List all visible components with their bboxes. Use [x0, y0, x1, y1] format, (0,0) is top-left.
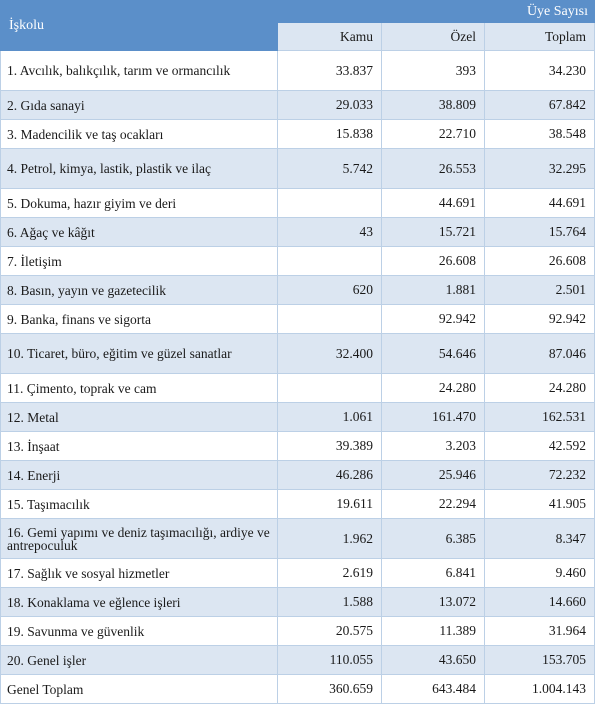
row-toplam: 26.608 — [485, 247, 595, 276]
total-kamu: 360.659 — [278, 675, 382, 704]
row-kamu: 19.611 — [278, 490, 382, 519]
table-row — [1, 247, 595, 276]
row-kamu: 1.061 — [278, 403, 382, 432]
row-name: 19. Savunma ve güvenlik — [1, 617, 278, 646]
row-toplam: 42.592 — [485, 432, 595, 461]
row-kamu — [278, 189, 382, 218]
total-row — [1, 675, 595, 704]
table-row — [1, 276, 595, 305]
header-row-top — [1, 1, 595, 23]
row-name: 16. Gemi yapımı ve deniz taşımacılığı, ardiye ve antrepoculuk — [1, 519, 278, 559]
table-row — [1, 334, 595, 374]
row-toplam: 38.548 — [485, 120, 595, 149]
row-name: 15. Taşımacılık — [1, 490, 278, 519]
row-name: 18. Konaklama ve eğlence işleri — [1, 588, 278, 617]
table-row — [1, 461, 595, 490]
row-ozel: 393 — [382, 51, 485, 91]
row-ozel: 13.072 — [382, 588, 485, 617]
row-name: 20. Genel işler — [1, 646, 278, 675]
row-name: 5. Dokuma, hazır giyim ve deri — [1, 189, 278, 218]
table-row — [1, 646, 595, 675]
row-name: 12. Metal — [1, 403, 278, 432]
row-toplam: 72.232 — [485, 461, 595, 490]
table-row — [1, 559, 595, 588]
row-name: 14. Enerji — [1, 461, 278, 490]
row-toplam: 31.964 — [485, 617, 595, 646]
row-name: 4. Petrol, kimya, lastik, plastik ve ilaç — [1, 149, 278, 189]
row-toplam: 9.460 — [485, 559, 595, 588]
row-kamu: 39.389 — [278, 432, 382, 461]
row-kamu: 1.588 — [278, 588, 382, 617]
row-ozel: 11.389 — [382, 617, 485, 646]
row-ozel: 24.280 — [382, 374, 485, 403]
table-row — [1, 218, 595, 247]
table-row — [1, 617, 595, 646]
table-row — [1, 120, 595, 149]
row-kamu — [278, 247, 382, 276]
row-kamu: 1.962 — [278, 519, 382, 559]
row-name: 6. Ağaç ve kâğıt — [1, 218, 278, 247]
row-toplam: 67.842 — [485, 91, 595, 120]
row-ozel: 15.721 — [382, 218, 485, 247]
row-ozel: 38.809 — [382, 91, 485, 120]
row-toplam: 92.942 — [485, 305, 595, 334]
row-toplam: 15.764 — [485, 218, 595, 247]
row-toplam: 32.295 — [485, 149, 595, 189]
row-name: 9. Banka, finans ve sigorta — [1, 305, 278, 334]
row-kamu: 620 — [278, 276, 382, 305]
table-row — [1, 189, 595, 218]
row-toplam: 8.347 — [485, 519, 595, 559]
header-iskolu: İşkolu — [1, 1, 278, 51]
row-toplam: 44.691 — [485, 189, 595, 218]
row-kamu: 43 — [278, 218, 382, 247]
row-name: 10. Ticaret, büro, eğitim ve güzel sanatlar — [1, 334, 278, 374]
row-ozel: 44.691 — [382, 189, 485, 218]
row-kamu: 2.619 — [278, 559, 382, 588]
row-ozel: 26.608 — [382, 247, 485, 276]
total-ozel: 643.484 — [382, 675, 485, 704]
row-toplam: 41.905 — [485, 490, 595, 519]
row-name: 11. Çimento, toprak ve cam — [1, 374, 278, 403]
row-kamu: 5.742 — [278, 149, 382, 189]
row-toplam: 24.280 — [485, 374, 595, 403]
row-name: 17. Sağlık ve sosyal hizmetler — [1, 559, 278, 588]
row-kamu: 33.837 — [278, 51, 382, 91]
row-toplam: 34.230 — [485, 51, 595, 91]
row-toplam: 14.660 — [485, 588, 595, 617]
table-row — [1, 149, 595, 189]
row-name: 1. Avcılık, balıkçılık, tarım ve ormancılık — [1, 51, 278, 91]
row-ozel: 6.385 — [382, 519, 485, 559]
row-toplam: 162.531 — [485, 403, 595, 432]
header-uye-sayisi: Üye Sayısı — [278, 1, 595, 23]
row-kamu: 20.575 — [278, 617, 382, 646]
row-ozel: 22.710 — [382, 120, 485, 149]
total-name: Genel Toplam — [1, 675, 278, 704]
row-ozel: 26.553 — [382, 149, 485, 189]
table-row — [1, 305, 595, 334]
row-name: 7. İletişim — [1, 247, 278, 276]
table-row — [1, 374, 595, 403]
row-name: 2. Gıda sanayi — [1, 91, 278, 120]
row-ozel: 22.294 — [382, 490, 485, 519]
table-row — [1, 519, 595, 559]
row-kamu: 46.286 — [278, 461, 382, 490]
table-row — [1, 91, 595, 120]
row-ozel: 54.646 — [382, 334, 485, 374]
header-toplam: Toplam — [485, 23, 595, 51]
row-ozel: 3.203 — [382, 432, 485, 461]
row-kamu: 29.033 — [278, 91, 382, 120]
row-toplam: 153.705 — [485, 646, 595, 675]
table-row — [1, 588, 595, 617]
row-ozel: 43.650 — [382, 646, 485, 675]
row-toplam: 87.046 — [485, 334, 595, 374]
row-name: 8. Basın, yayın ve gazetecilik — [1, 276, 278, 305]
table-row — [1, 490, 595, 519]
row-ozel: 25.946 — [382, 461, 485, 490]
row-ozel: 1.881 — [382, 276, 485, 305]
header-ozel: Özel — [382, 23, 485, 51]
table-row — [1, 403, 595, 432]
row-kamu: 110.055 — [278, 646, 382, 675]
row-toplam: 2.501 — [485, 276, 595, 305]
row-ozel: 92.942 — [382, 305, 485, 334]
row-ozel: 161.470 — [382, 403, 485, 432]
table-row — [1, 432, 595, 461]
row-kamu — [278, 305, 382, 334]
total-toplam: 1.004.143 — [485, 675, 595, 704]
row-name: 3. Madencilik ve taş ocakları — [1, 120, 278, 149]
row-kamu — [278, 374, 382, 403]
row-kamu: 15.838 — [278, 120, 382, 149]
row-kamu: 32.400 — [278, 334, 382, 374]
table-row — [1, 51, 595, 91]
header-kamu: Kamu — [278, 23, 382, 51]
row-ozel: 6.841 — [382, 559, 485, 588]
row-name: 13. İnşaat — [1, 432, 278, 461]
